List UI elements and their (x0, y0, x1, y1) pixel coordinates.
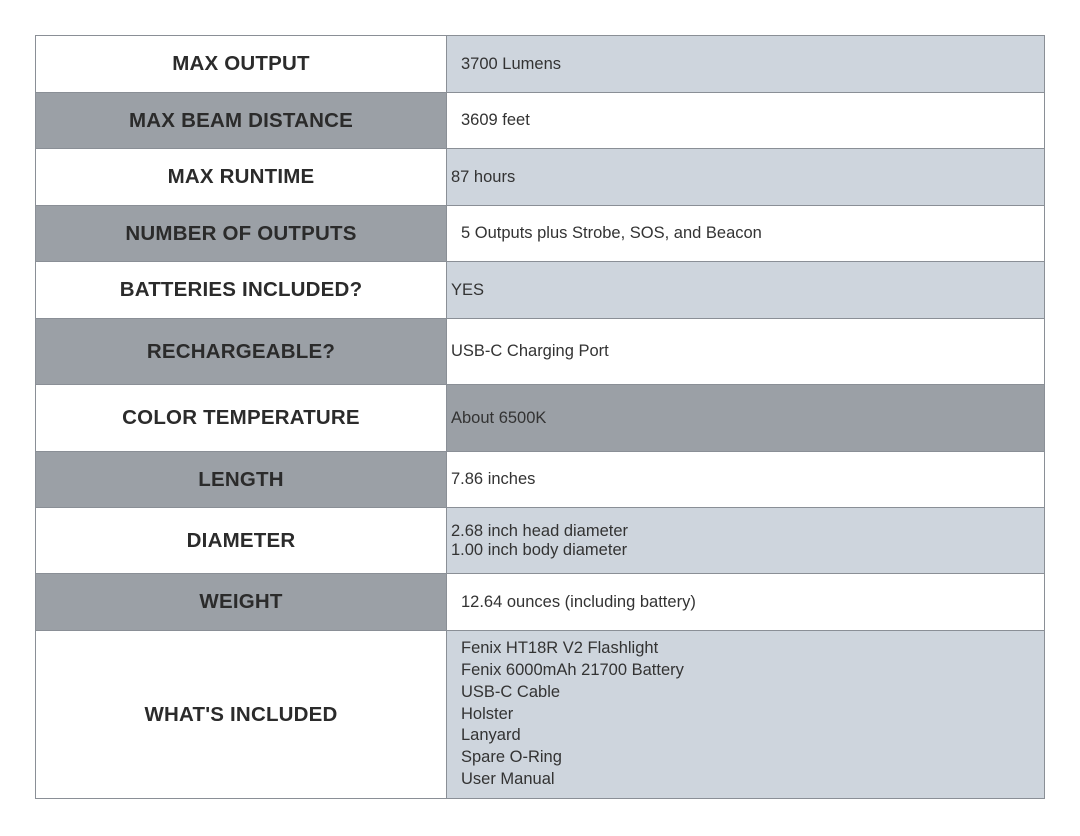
table-row-weight (36, 574, 1045, 631)
weight-label: WEIGHT (36, 574, 447, 631)
max-runtime-label: MAX RUNTIME (36, 149, 447, 206)
table-row-number-of-outputs (36, 206, 1045, 262)
rechargeable-label: RECHARGEABLE? (36, 319, 447, 385)
weight-value: 12.64 ounces (including battery) (447, 574, 1045, 631)
max-runtime-value: 87 hours (447, 149, 1045, 206)
max-output-value: 3700 Lumens (447, 36, 1045, 93)
number-of-outputs-value: 5 Outputs plus Strobe, SOS, and Beacon (447, 206, 1045, 262)
list-item: Spare O-Ring (461, 748, 562, 767)
whats-included-list (447, 631, 1045, 799)
diameter-value (447, 508, 1045, 574)
length-label: LENGTH (36, 452, 447, 508)
max-beam-distance-value: 3609 feet (447, 93, 1045, 149)
list-item: Lanyard (461, 726, 521, 745)
table-row-color-temperature (36, 385, 1045, 452)
table-row-diameter (36, 508, 1045, 574)
table-row-whats-included (36, 631, 1045, 799)
table-row-max-output (36, 36, 1045, 93)
max-beam-distance-label: MAX BEAM DISTANCE (36, 93, 447, 149)
list-item: USB-C Cable (461, 682, 561, 701)
spec-table (35, 35, 1045, 799)
max-output-label: MAX OUTPUT (36, 36, 447, 93)
table-row-rechargeable (36, 319, 1045, 385)
table-row-batteries-included (36, 262, 1045, 319)
rechargeable-value: USB-C Charging Port (447, 319, 1045, 385)
diameter-head-line: 2.68 inch head diameter (451, 521, 629, 540)
list-item: Fenix 6000mAh 21700 Battery (461, 661, 684, 679)
list-item: Holster (461, 704, 514, 723)
table-row-max-runtime (36, 149, 1045, 206)
number-of-outputs-label: NUMBER OF OUTPUTS (36, 206, 447, 262)
batteries-included-label: BATTERIES INCLUDED? (36, 262, 447, 319)
whats-included-label: WHAT'S INCLUDED (36, 631, 447, 799)
batteries-included-value: YES (447, 262, 1045, 319)
diameter-label: DIAMETER (36, 508, 447, 574)
length-value: 7.86 inches (447, 452, 1045, 508)
table-row-max-beam-distance (36, 93, 1045, 149)
diameter-body-line: 1.00 inch body diameter (451, 540, 628, 559)
list-item: Fenix HT18R V2 Flashlight (461, 639, 659, 658)
table-row-length (36, 452, 1045, 508)
color-temperature-label: COLOR TEMPERATURE (36, 385, 447, 452)
list-item: User Manual (461, 769, 555, 788)
color-temperature-value: About 6500K (447, 385, 1045, 452)
